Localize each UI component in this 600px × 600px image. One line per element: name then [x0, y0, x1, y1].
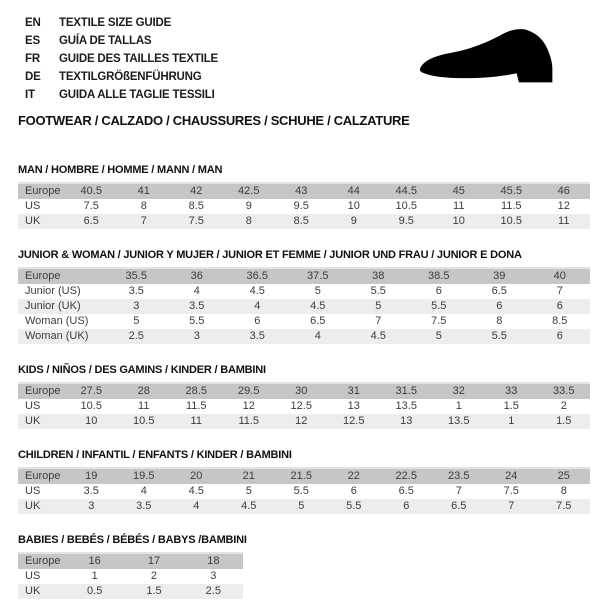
size-cell: 40.5 — [80, 185, 102, 197]
size-cell: 13.5 — [395, 400, 417, 412]
size-cell: 5.5 — [431, 300, 447, 312]
size-cell: 4.5 — [310, 300, 326, 312]
size-cell: 8.5 — [293, 215, 309, 227]
size-cell: 31.5 — [395, 385, 417, 397]
size-cell: 13.5 — [448, 415, 470, 427]
size-cell: 8 — [560, 485, 567, 497]
row-label: US — [25, 400, 41, 412]
size-cell: 29.5 — [238, 385, 260, 397]
size-cell: 3.5 — [128, 285, 144, 297]
table-row — [18, 584, 243, 599]
size-cell: 5 — [133, 315, 140, 327]
row-label: UK — [25, 415, 41, 427]
language-code: FR — [25, 53, 40, 65]
size-tables-area — [18, 164, 590, 599]
size-cell: 7.5 — [556, 500, 572, 512]
size-cell: 46 — [557, 185, 570, 197]
size-cell: 12 — [557, 200, 570, 212]
size-cell: 5.5 — [189, 315, 205, 327]
size-cell: 30 — [295, 385, 308, 397]
size-cell: 38 — [372, 270, 385, 282]
size-cell: 38.5 — [428, 270, 450, 282]
category-title: FOOTWEAR / CALZADO / CHAUSSURES / SCHUHE / CALZATURE — [18, 113, 410, 128]
table-row — [18, 314, 590, 329]
size-cell: 7 — [140, 215, 147, 227]
size-cell: 44.5 — [395, 185, 417, 197]
table-man — [18, 182, 590, 229]
section-title-babies: BABIES / BEBÉS / BÉBÉS / BABYS /BAMBINI — [18, 534, 247, 546]
size-cell: 10 — [85, 415, 98, 427]
language-code: EN — [25, 17, 41, 29]
size-cell: 8 — [245, 215, 252, 227]
size-cell: 1.5 — [556, 415, 572, 427]
size-cell: 3.5 — [83, 485, 99, 497]
size-cell: 19 — [85, 470, 98, 482]
size-cell: 37.5 — [307, 270, 329, 282]
size-cell: 6.5 — [310, 315, 326, 327]
size-cell: 31 — [347, 385, 360, 397]
size-cell: 12 — [295, 415, 308, 427]
row-label: Woman (US) — [25, 315, 89, 327]
size-cell: 2.5 — [205, 585, 221, 597]
table-junior-woman — [18, 267, 590, 344]
size-cell: 9.5 — [398, 215, 414, 227]
language-code: IT — [25, 89, 35, 101]
size-cell: 17 — [147, 555, 161, 567]
size-cell: 42 — [190, 185, 203, 197]
table-row — [18, 284, 590, 299]
language-label: TEXTILGRÖßENFÜHRUNG — [59, 71, 202, 83]
size-cell: 11.5 — [500, 200, 522, 212]
size-cell: 28.5 — [185, 385, 207, 397]
size-cell: 45 — [452, 185, 465, 197]
row-label: UK — [25, 215, 41, 227]
table-row — [18, 414, 590, 429]
section-junior-woman — [18, 249, 590, 344]
size-cell: 35.5 — [125, 270, 147, 282]
size-cell: 6 — [435, 285, 442, 297]
size-cell: 6.5 — [491, 285, 507, 297]
size-cell: 3.5 — [189, 300, 205, 312]
size-cell: 3 — [193, 330, 200, 342]
size-cell: 9 — [350, 215, 357, 227]
size-cell: 39 — [493, 270, 506, 282]
section-man — [18, 164, 590, 229]
size-cell: 1 — [91, 570, 98, 582]
table-row — [18, 214, 590, 229]
size-cell: 28 — [137, 385, 150, 397]
size-cell: 16 — [88, 555, 101, 567]
size-cell: 3 — [133, 300, 140, 312]
size-cell: 42.5 — [238, 185, 260, 197]
size-cell: 0.5 — [87, 585, 103, 597]
row-label: Europe — [25, 385, 61, 397]
size-cell: 13 — [400, 415, 413, 427]
size-cell: 3 — [210, 570, 217, 582]
table-row — [18, 183, 590, 199]
size-cell: 8 — [140, 200, 147, 212]
table-row — [18, 484, 590, 499]
size-cell: 5.5 — [370, 285, 386, 297]
size-cell: 3.5 — [249, 330, 265, 342]
row-label: Europe — [25, 185, 61, 197]
size-cell: 11 — [453, 200, 465, 212]
size-cell: 8.5 — [552, 315, 568, 327]
row-label: Europe — [25, 270, 61, 282]
size-cell: 5.5 — [346, 500, 362, 512]
size-cell: 36.5 — [246, 270, 268, 282]
row-label: US — [25, 200, 41, 212]
language-code: DE — [25, 71, 41, 83]
size-cell: 22 — [347, 470, 360, 482]
size-cell: 4.5 — [188, 485, 204, 497]
size-cell: 21.5 — [290, 470, 312, 482]
table-row — [18, 329, 590, 344]
section-title-man: MAN / HOMBRE / HOMME / MANN / MAN — [18, 164, 223, 176]
size-cell: 11 — [190, 415, 202, 427]
section-kids — [18, 364, 590, 429]
size-cell: 6 — [350, 485, 357, 497]
size-cell: 4 — [140, 485, 147, 497]
size-cell: 33 — [505, 385, 518, 397]
size-cell: 10.5 — [80, 400, 102, 412]
size-cell: 6.5 — [83, 215, 99, 227]
size-cell: 8.5 — [188, 200, 204, 212]
size-cell: 43 — [295, 185, 308, 197]
size-cell: 4 — [254, 300, 261, 312]
size-cell: 19.5 — [133, 470, 155, 482]
row-label: Europe — [25, 470, 61, 482]
size-cell: 12 — [242, 400, 255, 412]
size-cell: 40 — [553, 270, 566, 282]
size-cell: 2 — [560, 400, 567, 412]
section-children — [18, 449, 590, 514]
size-cell: 21 — [242, 470, 255, 482]
size-cell: 10.5 — [500, 215, 522, 227]
size-cell: 2 — [150, 570, 158, 582]
size-cell: 4 — [314, 330, 321, 342]
size-cell: 9.5 — [293, 200, 309, 212]
size-cell: 44 — [347, 185, 360, 197]
size-cell: 1.5 — [146, 585, 162, 597]
size-cell: 4.5 — [241, 500, 257, 512]
size-cell: 10.5 — [133, 415, 155, 427]
size-cell: 32 — [452, 385, 465, 397]
size-cell: 7 — [508, 500, 515, 512]
row-label: Junior (US) — [25, 285, 81, 297]
size-cell: 25 — [557, 470, 570, 482]
size-cell: 33.5 — [553, 385, 575, 397]
table-children — [18, 467, 590, 514]
size-cell: 4.5 — [249, 285, 265, 297]
size-cell: 11.5 — [185, 400, 207, 412]
table-row — [18, 468, 590, 484]
size-cell: 7.5 — [83, 200, 99, 212]
size-cell: 20 — [190, 470, 203, 482]
size-cell: 1.5 — [503, 400, 519, 412]
size-cell: 27.5 — [80, 385, 102, 397]
section-babies — [18, 534, 590, 599]
size-cell: 4.5 — [370, 330, 386, 342]
size-cell: 10.5 — [395, 200, 417, 212]
size-cell: 5 — [375, 300, 382, 312]
size-cell: 6 — [403, 500, 410, 512]
size-cell: 5.5 — [491, 330, 507, 342]
language-label: GUIDA ALLE TAGLIE TESSILI — [59, 89, 215, 101]
table-row — [18, 569, 243, 584]
size-cell: 6.5 — [398, 485, 414, 497]
language-label: TEXTILE SIZE GUIDE — [59, 17, 172, 29]
size-cell: 6.5 — [451, 500, 467, 512]
size-cell: 3.5 — [136, 500, 152, 512]
size-cell: 11 — [138, 400, 150, 412]
size-cell: 11.5 — [238, 415, 260, 427]
table-row — [18, 553, 243, 569]
size-cell: 11 — [558, 215, 570, 227]
table-row — [18, 199, 590, 214]
size-cell: 24 — [505, 470, 518, 482]
size-cell: 18 — [207, 555, 220, 567]
size-cell: 9 — [245, 200, 252, 212]
size-cell: 7.5 — [431, 315, 447, 327]
size-cell: 7.5 — [503, 485, 519, 497]
size-cell: 13 — [347, 400, 360, 412]
table-row — [18, 299, 590, 314]
size-cell: 6 — [556, 330, 563, 342]
header — [0, 0, 600, 128]
section-title-junior-woman: JUNIOR & WOMAN / JUNIOR Y MUJER / JUNIOR ET FEMME / JUNIOR UND FRAU / JUNIOR E DONA — [18, 249, 522, 261]
size-cell: 12.5 — [343, 415, 365, 427]
size-cell: 36 — [190, 270, 203, 282]
size-cell: 3 — [88, 500, 95, 512]
table-row — [18, 399, 590, 414]
size-cell: 5 — [298, 500, 305, 512]
size-cell: 5 — [314, 285, 321, 297]
size-cell: 5 — [435, 330, 442, 342]
size-cell: 7.5 — [188, 215, 204, 227]
size-cell: 41 — [137, 185, 150, 197]
row-label: UK — [25, 500, 41, 512]
language-code: ES — [25, 35, 40, 47]
row-label: Europe — [25, 555, 61, 567]
row-label: Junior (UK) — [25, 300, 81, 312]
size-cell: 7 — [455, 485, 462, 497]
size-cell: 5 — [245, 485, 252, 497]
size-cell: 22.5 — [395, 470, 417, 482]
size-cell: 7 — [556, 285, 563, 297]
table-kids — [18, 382, 590, 429]
size-cell: 10 — [452, 215, 465, 227]
size-cell: 4 — [193, 500, 200, 512]
size-cell: 4 — [193, 285, 200, 297]
table-row — [18, 268, 590, 284]
row-label: US — [25, 485, 41, 497]
dress-shoe-icon — [396, 20, 578, 96]
size-cell: 7 — [375, 315, 382, 327]
size-cell: 12.5 — [290, 400, 312, 412]
size-cell: 6 — [496, 300, 503, 312]
table-babies — [18, 552, 243, 599]
size-cell: 45.5 — [500, 185, 522, 197]
size-cell: 6 — [556, 300, 563, 312]
size-cell: 8 — [496, 315, 503, 327]
size-cell: 1 — [455, 400, 462, 412]
row-label: Woman (UK) — [25, 330, 89, 342]
size-cell: 6 — [254, 315, 261, 327]
size-cell: 1 — [508, 415, 515, 427]
size-cell: 23.5 — [448, 470, 470, 482]
table-row — [18, 383, 590, 399]
language-label: GUIDE DES TAILLES TEXTILE — [59, 53, 218, 65]
size-cell: 5.5 — [293, 485, 309, 497]
row-label: US — [25, 570, 41, 582]
size-cell: 10 — [347, 200, 360, 212]
size-cell: 2.5 — [128, 330, 144, 342]
language-label: GUÍA DE TALLAS — [59, 35, 152, 47]
section-title-kids: KIDS / NIÑOS / DES GAMINS / KINDER / BAMBINI — [18, 364, 266, 376]
section-title-children: CHILDREN / INFANTIL / ENFANTS / KINDER / BAMBINI — [18, 449, 292, 461]
row-label: UK — [25, 585, 41, 597]
table-row — [18, 499, 590, 514]
